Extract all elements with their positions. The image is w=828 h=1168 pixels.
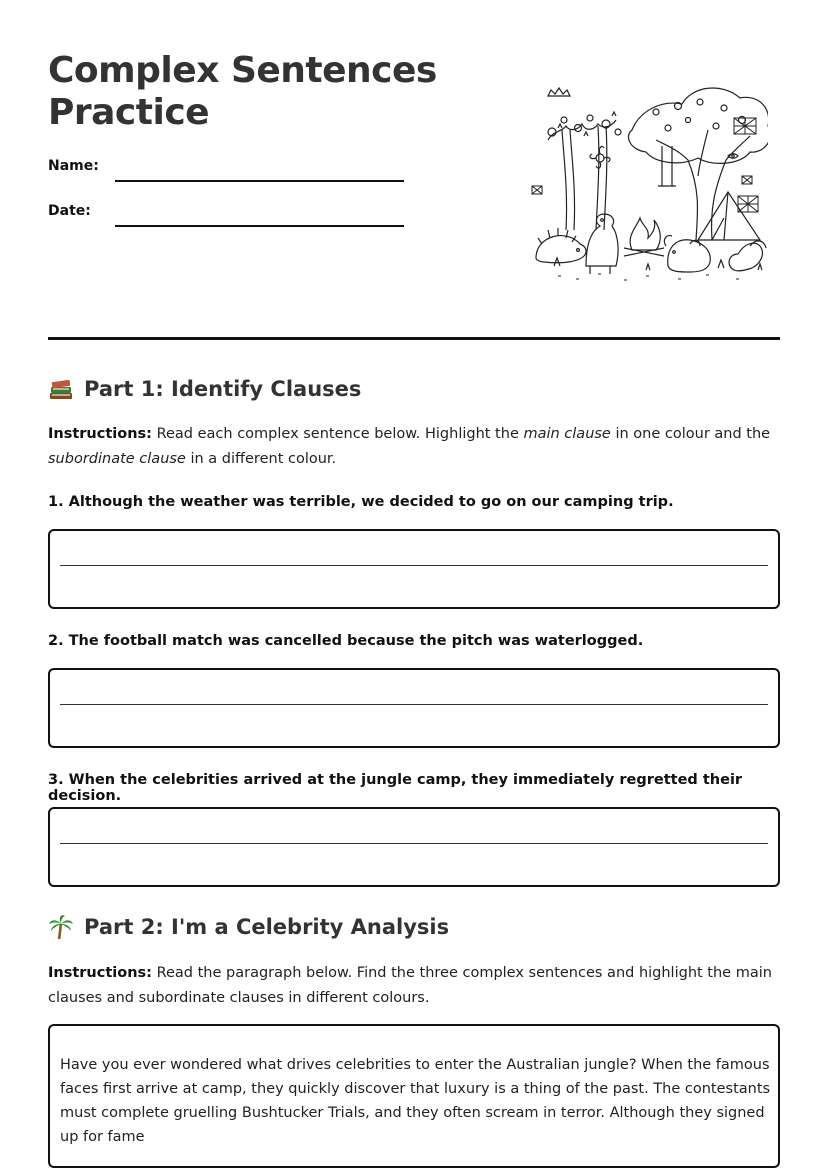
date-line[interactable] — [115, 225, 404, 227]
header-divider — [48, 337, 780, 340]
part2-instructions — [48, 961, 780, 1011]
camping-scene-illustration — [528, 80, 768, 284]
date-field[interactable] — [48, 203, 408, 231]
date-label: Date: — [48, 203, 91, 219]
page-title: Complex Sentences Practice — [48, 50, 437, 133]
part1-instructions — [48, 422, 780, 472]
part1-instructions-text-c: in a different colour. — [185, 451, 337, 467]
ground-dots — [558, 274, 739, 280]
union-flag-top — [734, 118, 756, 134]
answer-box-2[interactable] — [48, 668, 780, 748]
swing-doodle — [658, 146, 676, 186]
palm-tree-icon — [48, 914, 74, 940]
name-line[interactable] — [115, 180, 404, 182]
tent-doodle — [698, 192, 760, 240]
answer-line-3 — [60, 843, 768, 844]
part2-title: Part 2: I'm a Celebrity Analysis — [84, 915, 450, 939]
part1-instructions-text-b: in one colour and the — [610, 426, 771, 442]
passage-text: Have you ever wondered what drives celebrities to enter the Australian jungle? When the famous faces first arrive at camp, they quickly discover that luxury is a thing of the past. The contestants must complete gruelling Bushtucker Trials, and they often scream in terror. Although they signed up for fame — [60, 1057, 771, 1145]
part2-heading — [48, 912, 449, 942]
passage-box — [48, 1024, 780, 1168]
main-clause-term: main clause — [523, 426, 611, 442]
name-field[interactable] — [48, 158, 408, 186]
raccoon-doodle — [664, 236, 710, 272]
question-3: 3. When the celebrities arrived at the jungle camp, they immediately regretted their decision. — [48, 772, 743, 804]
answer-line-1 — [60, 565, 768, 566]
big-tree — [628, 88, 768, 240]
part1-instructions-label: Instructions: — [48, 426, 152, 442]
left-trees — [548, 112, 621, 230]
part2-instructions-label: Instructions: — [48, 965, 152, 981]
question-1: 1. Although the weather was terrible, we decided to go on our camping trip. — [48, 494, 674, 510]
books-icon — [48, 376, 74, 402]
worksheet-page — [48, 0, 780, 1145]
question-2: 2. The football match was cancelled because the pitch was waterlogged. — [48, 633, 644, 649]
part1-instructions-text-a: Read each complex sentence below. Highlight the — [151, 426, 524, 442]
name-label: Name: — [48, 158, 99, 174]
crown-doodle — [548, 88, 570, 96]
small-flag-right — [742, 176, 752, 184]
answer-box-1[interactable] — [48, 529, 780, 609]
part1-title: Part 1: Identify Clauses — [84, 377, 362, 401]
answer-box-3[interactable] — [48, 807, 780, 887]
dog-doodle — [586, 214, 618, 274]
small-flag-left — [532, 186, 542, 194]
answer-line-2 — [60, 704, 768, 705]
campfire-doodle — [624, 218, 664, 256]
hedgehog-doodle — [536, 228, 586, 263]
part2-instructions-text: Read the paragraph below. Find the three complex sentences and highlight the main clauses and subordinate clauses in different colours. — [48, 965, 772, 1006]
subordinate-clause-term: subordinate clause — [48, 451, 186, 467]
part1-heading — [48, 374, 361, 404]
